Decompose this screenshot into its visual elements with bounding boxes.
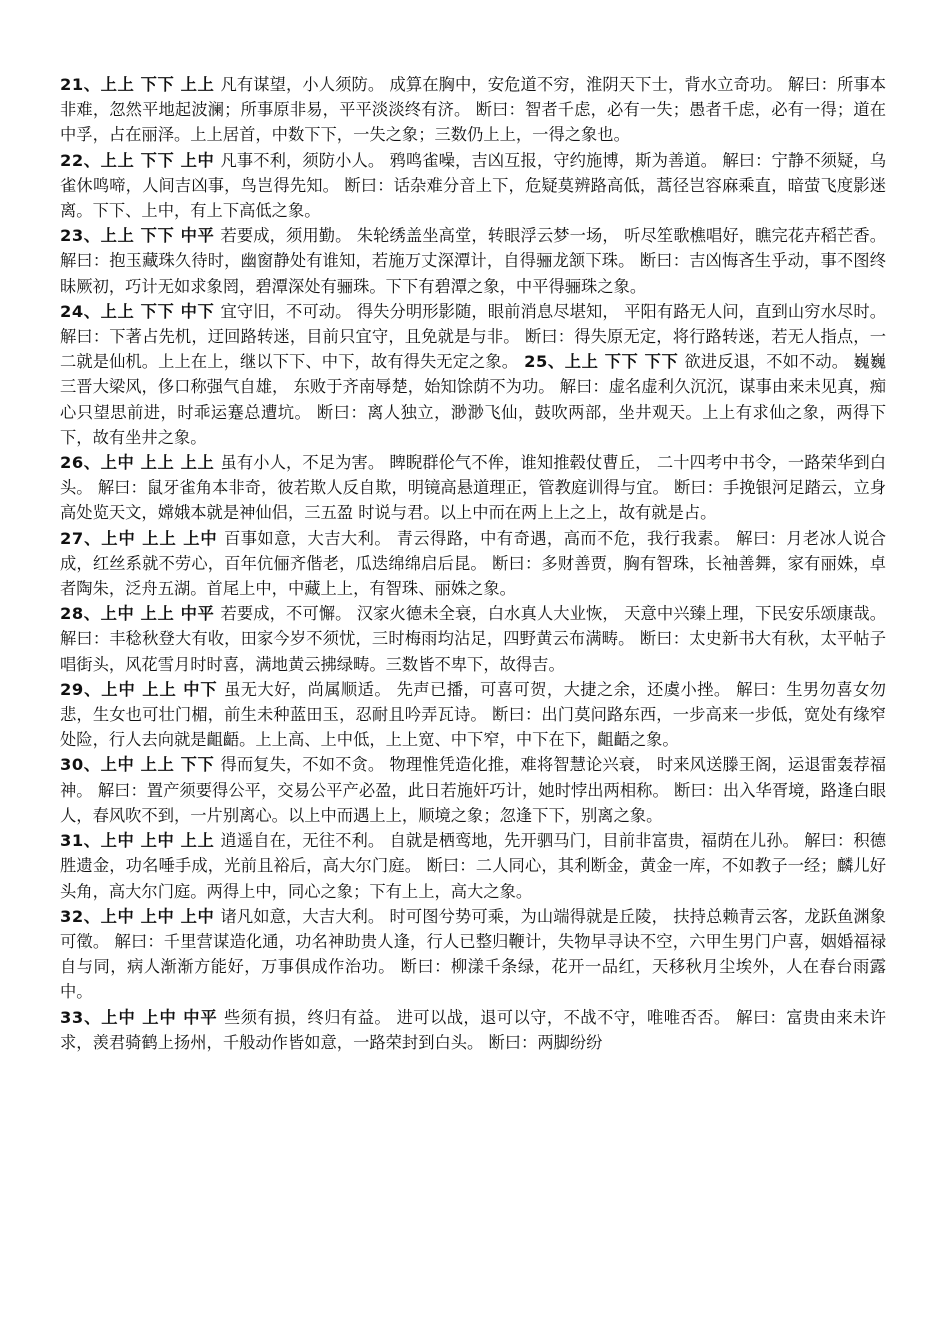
entry-28 [60, 601, 886, 677]
entry-31 [60, 828, 886, 904]
entry-heading: 33、上中 上中 中平 [60, 1007, 218, 1027]
entry-heading: 28、上中 上上 中平 [60, 604, 215, 624]
entry-text: 诸凡如意，大吉大利。 时可图兮势可乘，为山端得就是丘陵， 扶持总赖青云客，龙跃鱼渊象可徵。 解曰：千里营谋造化通，功名神助贵人逢，行人已整归鞭计，失物早寻诀不空，六甲生男门户喜，姻婚福禄自与同，病人渐渐方能好，万事俱成作治功。 断曰：柳漾千条绿，花开一品红，天移秋月尘埃外，人在春台雨露中。 [60, 906, 887, 1002]
entry-heading: 24、上上 下下 中下 [60, 301, 215, 321]
entry-29 [60, 677, 886, 753]
entry-heading: 30、上中 上上 下下 [60, 755, 215, 775]
entry-24 [60, 299, 886, 450]
entry-heading: 22、上上 下下 上中 [60, 150, 215, 170]
entry-heading: 29、上中 上上 中下 [60, 679, 218, 699]
entry-30 [60, 752, 886, 828]
entry-25-text: 欲进反退，不如不动。 巍巍三晋大梁风，侈口称强气自雄， 东败于齐南辱楚，始知馀荫不为功。 解曰：虚名虚利久沉沉，谋事由来未见真，痴心只望思前进，时乖运蹇总遭坑。 断曰：离人独立，渺渺飞仙，鼓吹两部，坐井观天。上上有求仙之象，两得下下，故有坐井之象。 [60, 352, 886, 447]
entry-heading: 23、上上 下下 中平 [60, 226, 215, 246]
document-page [60, 72, 886, 1055]
entry-22 [60, 148, 886, 224]
entry-heading: 31、上中 上中 上上 [60, 831, 215, 851]
entry-heading: 32、上中 上中 上中 [60, 906, 215, 926]
entry-text: 得而复失，不如不贪。 物理惟凭造化推，难将智慧论兴衰， 时来风送滕王阁，运退雷轰荐福神。 解曰：置产须要得公平，交易公平产必盈，此日若施奸巧计，她时悖出两相称。 断曰：出入华胥境，路逢白眼人，春风吹不到，一片别离心。以上中而遇上上，顺境之象；忽逢下下，别离之象。 [60, 755, 887, 825]
entry-text: 若要成，不可懈。 汉家火德未全衰，白水真人大业恢， 天意中兴臻上理，下民安乐颂康哉。 解曰：丰稔秋登大有收，田家今岁不须忧，三时梅雨均沾足，四野黄云布满畴。 断曰：太史新书大有秋，太平帖子唱街头，风花雪月时时喜，满地黄云拂绿畴。三数皆不卑下，故得吉。 [60, 604, 887, 674]
entry-text: 虽有小人，不足为害。 睥睨群伦气不侔，谁知推毂仗曹丘， 二十四考中书令，一路荣华到白头。 解曰：鼠牙雀角本非奇，彼若欺人反自欺，明镜高悬道理正，管教庭训得与宜。 断曰：手挽银河足踏云，立身高处览天文，嫦娥本就是神仙侣，三五盈 时说与君。以上中而在两上上之上，故有就是占。 [60, 453, 887, 523]
entry-text: 些须有损，终归有益。 进可以战，退可以守，不战不守，唯唯否否。 解曰：富贵由来未许求，羡君骑鹤上扬州，千般动作皆如意，一路荣封到白头。 断曰：两脚纷纷 [60, 1007, 886, 1052]
entry-text: 若要成，须用勤。 朱轮绣盖坐高堂，转眼浮云梦一场， 听尽笙歌樵唱好，瞧完花卉稻芒香。 解曰：抱玉藏珠久待时，幽窗静处有谁知，若施万丈深潭计，自得骊龙颔下珠。 断曰：吉凶悔吝生乎动，事不图终昧厥初，巧计无如求象罔，碧潭深处有骊珠。下下有碧潭之象，中平得骊珠之象。 [60, 226, 887, 296]
entry-text: 虽无大好，尚属顺适。 先声已播，可喜可贺，大捷之余，还虞小挫。 解曰：生男勿喜女勿悲，生女也可壮门楣，前生未种蓝田玉，忍耐且吟弄瓦诗。 断曰：出门莫问路东西，一步高来一步低，宽处有缘窄处险，行人去向就是齟齬。上上高、上中低，上上宽、中下窄，中下在下，齟齬之象。 [60, 679, 886, 750]
entry-23 [60, 223, 886, 299]
entry-text: 凡事不利，须防小人。 鸦鸣雀噪，吉凶互报，守约施博，斯为善道。 解曰：宁静不须疑，乌雀休鸣啼，人间吉凶事，鸟岂得先知。 断曰：话杂难分音上下，危疑莫辨路高低，蒿径岂容麻乘直，暗萤飞度影迷离。下下、上中，有上下高低之象。 [60, 150, 887, 221]
entry-heading: 21、上上 下下 上上 [60, 75, 215, 94]
entry-heading: 26、上中 上上 上上 [60, 453, 215, 473]
entry-text: 逍遥自在，无往不利。 自就是栖鸾地，先开驷马门，目前非富贵，福荫在儿孙。 解曰：积德胜遗金，功名唾手成，光前且裕后，高大尔门庭。 断曰：二人同心，其利断金，黄金一库，不如教子一经；麟儿好头角，高大尔门庭。两得上中，同心之象；下有上上，高大之象。 [60, 831, 887, 901]
entry-26 [60, 450, 886, 526]
entry-32 [60, 904, 886, 1005]
entry-heading: 27、上中 上上 上中 [60, 528, 218, 548]
entry-text: 凡有谋望，小人须防。 成算在胸中，安危道不穷，淮阴天下士，背水立奇功。 解曰：所事本非难，忽然平地起波澜；所事原非易，平平淡淡终有济。 断曰：智者千虑，必有一失；愚者千虑，必有一得；道在中孚，占在丽泽。上上居首，中数下下，一失之象；三数仍上上，一得之象也。 [60, 75, 887, 145]
entry-27 [60, 526, 886, 602]
entry-text: 百事如意，大吉大利。 青云得路，中有奇遇，高而不危，我行我素。 解曰：月老冰人说合成，红丝系就不劳心，百年伉俪齐偕老，瓜迭绵绵启后昆。 断曰：多财善贾，胸有智珠，长袖善舞，家有丽姝，卓者陶朱，泛舟五湖。首尾上中，中藏上上，有智珠、丽姝之象。 [60, 528, 886, 599]
entry-33 [60, 1005, 886, 1055]
entry-text: 宜守旧，不可动。 得失分明形影随，眼前消息尽堪知， 平阳有路无人问，直到山穷水尽时。 解曰：下著占先机，迂回路转迷，目前只宜守，且免就是与非。 断曰：得失原无定，将行路转迷，若无人指点，一二就是仙机。上上在上，继以下下、中下，故有得失无定之象。 [60, 301, 887, 372]
entry-21 [60, 72, 886, 148]
entry-25-heading: 25、上上 下下 下下 [524, 352, 679, 372]
